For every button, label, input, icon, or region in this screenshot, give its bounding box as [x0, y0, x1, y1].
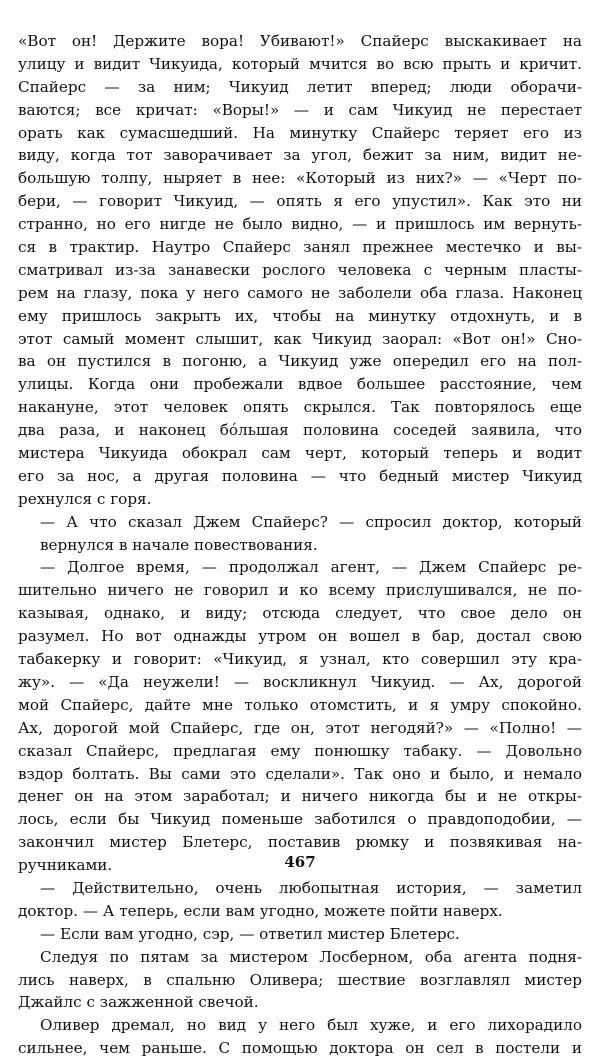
text-line: доктор. — А теперь, если вам угодно, можете пойти наверх. — [18, 901, 503, 920]
text-line: сматривал из-за занавески рослого человека с черным пласты- — [18, 260, 582, 279]
text-line: Оливер дремал, но вид у него был хуже, и его лихорадило — [40, 1016, 582, 1035]
text-line: ся в трактир. Наутро Спайерс занял прежнее местечко и вы- — [18, 238, 582, 257]
text-line: казывая, однако, и виду; отсюда следует, что свое дело он — [18, 604, 582, 623]
text-line: накануне, этот человек опять скрылся. Так повторялось еще — [18, 398, 582, 417]
text-line: — Если вам угодно, сэр, — ответил мистер Блетерс. — [40, 924, 460, 943]
text-line: рехнулся с горя. — [18, 489, 152, 508]
text-line: закончил мистер Блетерс, поставив рюмку и позвякивая на- — [18, 833, 582, 852]
text-line: мистера Чикуида обокрал сам черт, который теперь и водит — [18, 444, 582, 463]
text-line: виду, когда тот заворачивает за угол, бежит за ним, видит не- — [18, 146, 582, 165]
text-line: ручниками. — [18, 856, 113, 875]
text-line: рем на глазу, пока у него самого не заболели оба глаза. Наконец — [18, 283, 582, 302]
text-line: ва он пустился в погоню, а Чикуид уже опередил его на пол- — [18, 352, 582, 371]
text-line: сильнее, чем раньше. С помощью доктора он сел в постели и — [18, 1039, 582, 1058]
text-line: табакерку и говорит: «Чикуид, я узнал, кто совершил эту кра- — [18, 650, 582, 669]
text-line: улицы. Когда они пробежали вдвое большее расстояние, чем — [18, 375, 582, 394]
text-line: вздор болтать. Вы сами это сделали». Так оно и было, и немало — [18, 764, 582, 783]
text-line: — А что сказал Джем Спайерс? — спросил доктор, который — [40, 512, 582, 531]
text-line: вернулся в начале повествования. — [40, 535, 318, 554]
text-line: — Долгое время, — продолжал агент, — Джем Спайерс ре- — [40, 558, 582, 577]
text-line: большую толпу, ныряет в нее: «Который из них?» — «Черт по- — [18, 169, 582, 188]
text-line: сказал Спайерс, предлагая ему понюшку табаку. — Довольно — [18, 741, 582, 760]
body-text — [18, 30, 582, 1060]
text-line: этот самый момент слышит, как Чикуид заорал: «Вот он!» Сно- — [18, 329, 582, 348]
text-line: орать как сумасшедший. На минутку Спайерс теряет его из — [18, 123, 582, 142]
text-line: Джайлс с зажженной свечой. — [18, 993, 259, 1012]
text-line: странно, но его нигде не было видно, — и пришлось им вернуть- — [18, 215, 582, 234]
text-line: разумел. Но вот однажды утром он вошел в бар, достал свою — [18, 627, 582, 646]
text-line: лись наверх, в спальню Оливера; шествие возглавлял мистер — [18, 970, 582, 989]
text-line: Спайерс — за ним; Чикуид летит вперед; люди оборачи- — [18, 77, 582, 96]
text-line: Ах, дорогой мой Спайерс, где он, этот негодяй?» — «Полно! — — [18, 718, 582, 737]
text-line: Следуя по пятам за мистером Лосберном, оба агента подня- — [40, 947, 582, 966]
text-line: денег он на этом заработал; и ничего никогда бы и не откры- — [18, 787, 582, 806]
page-number: 467 — [284, 853, 316, 871]
text-line: ему пришлось закрыть их, чтобы на минутку отдохнуть, и в — [18, 306, 582, 325]
text-line: «Вот он! Держите вора! Убивают!» Спайерс выскакивает на — [18, 32, 582, 50]
text-line: бери, — говорит Чикуид, — опять я его упустил». Как это ни — [18, 192, 582, 211]
text-line: два раза, и наконец бо́льшая половина соседей заявила, что — [18, 421, 582, 440]
text-line: — Действительно, очень любопытная история, — заметил — [40, 878, 582, 897]
text-line: жу». — «Да неужели! — воскликнул Чикуид. — Ах, дорогой — [18, 672, 582, 691]
text-line: его за нос, а другая половина — что бедный мистер Чикуид — [18, 466, 582, 485]
text-line: лось, если бы Чикуид поменьше заботился о правдоподобии, — — [18, 810, 582, 829]
text-line: шительно ничего не говорил и ко всему прислушивался, не по- — [18, 581, 582, 600]
text-line: мой Спайерс, дайте мне только отомстить, и я умру спокойно. — [18, 695, 582, 714]
text-line: улицу и видит Чикуида, который мчится во всю прыть и кричит. — [18, 54, 582, 73]
text-line: ваются; все кричат: «Воры!» — и сам Чикуид не перестает — [18, 100, 582, 119]
